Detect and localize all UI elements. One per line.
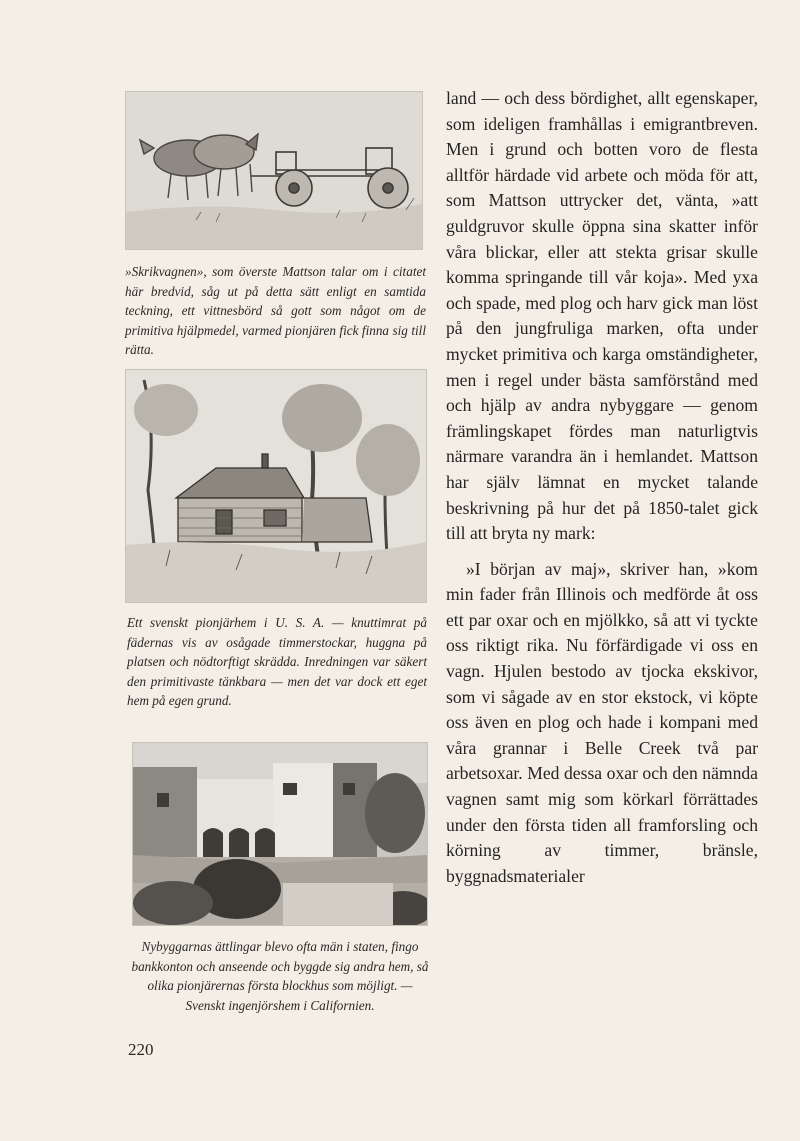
log-cabin-caption: Ett svenskt pionjärhem i U. S. A. — knuttimrat på fädernas vis av osågade timmerstockar, huggna på platsen och nödtorftigt skrädda. Inredningen var säkert den primitivaste tänkbara — men det var dock ett eget hem på egen grund.: [127, 615, 427, 709]
body-text-column: [446, 86, 758, 889]
body-paragraph-2: »I början av maj», skriver han, »kom min fader från Illinois och medförde åt oss ett par oxar och en mjölkko, så att vi tyckte oss riktigt rika. Nu förfärdigade vi oss en vagn. Hjulen bestodo av tjocka ekskivor, som vi sågade av en stor ekstock, vi köpte oss även en plog och hade i kompani med våra grannar i Belle Creek två par arbetsoxar. Med dessa oxar och den nämnda vagnen samt mig som körkarl förrättades under den första tiden all framforsling och körning av timmer, bränsle, byggnadsmaterialer: [446, 558, 758, 886]
body-paragraph-1: land — och dess bördighet, allt egenskaper, som ideligen framhållas i emigrantbreven. Men i grund och botten voro de flesta alltför härdade vid arbete och möda för att, som Mattson uttrycker det, vänta, »att guldgruvor skulle öppna sina skatter inför våra blickar, eller att stekta grisar skulle komma springande till vår koja». Med yxa och spade, med plog och harv gick man löst på den jungfruliga marken, ofta under mycket primitiva och karga omständigheter, men i regel under bästa samförstånd med och hjälp av andra nybyggare — genom främlingskapet fördes man naturligtvis närmare varandra än i hemlandet. Mattson har själv lämnat en mycket talande beskrivning på hur det på 1850-talet gick till att bryta ny mark:: [446, 88, 758, 544]
ox-cart-illustration: [125, 91, 423, 250]
page-number: 220: [128, 1040, 154, 1059]
log-cabin-sketch: [126, 370, 426, 602]
ox-cart-sketch: [126, 92, 422, 249]
california-house-caption: Nybyggarnas ättlingar blevo ofta män i staten, fingo bankkonton och anseende och byggde sig andra hem, så olika pionjärernas första blockhus som möjligt. — Svenskt ingenjörshem i Californien.: [131, 939, 429, 1013]
house-photo-image: [133, 743, 427, 925]
log-cabin-illustration: [125, 369, 427, 603]
ox-cart-caption: »Skrikvagnen», som överste Mattson talar om i citatet här bredvid, såg ut på detta sätt enligt en samtida teckning, ett vittnesbörd så gott som något om de primitiva hjälpmedel, varmed pionjären fick finna sig till rätta.: [125, 264, 426, 358]
california-house-photo: [132, 742, 428, 926]
